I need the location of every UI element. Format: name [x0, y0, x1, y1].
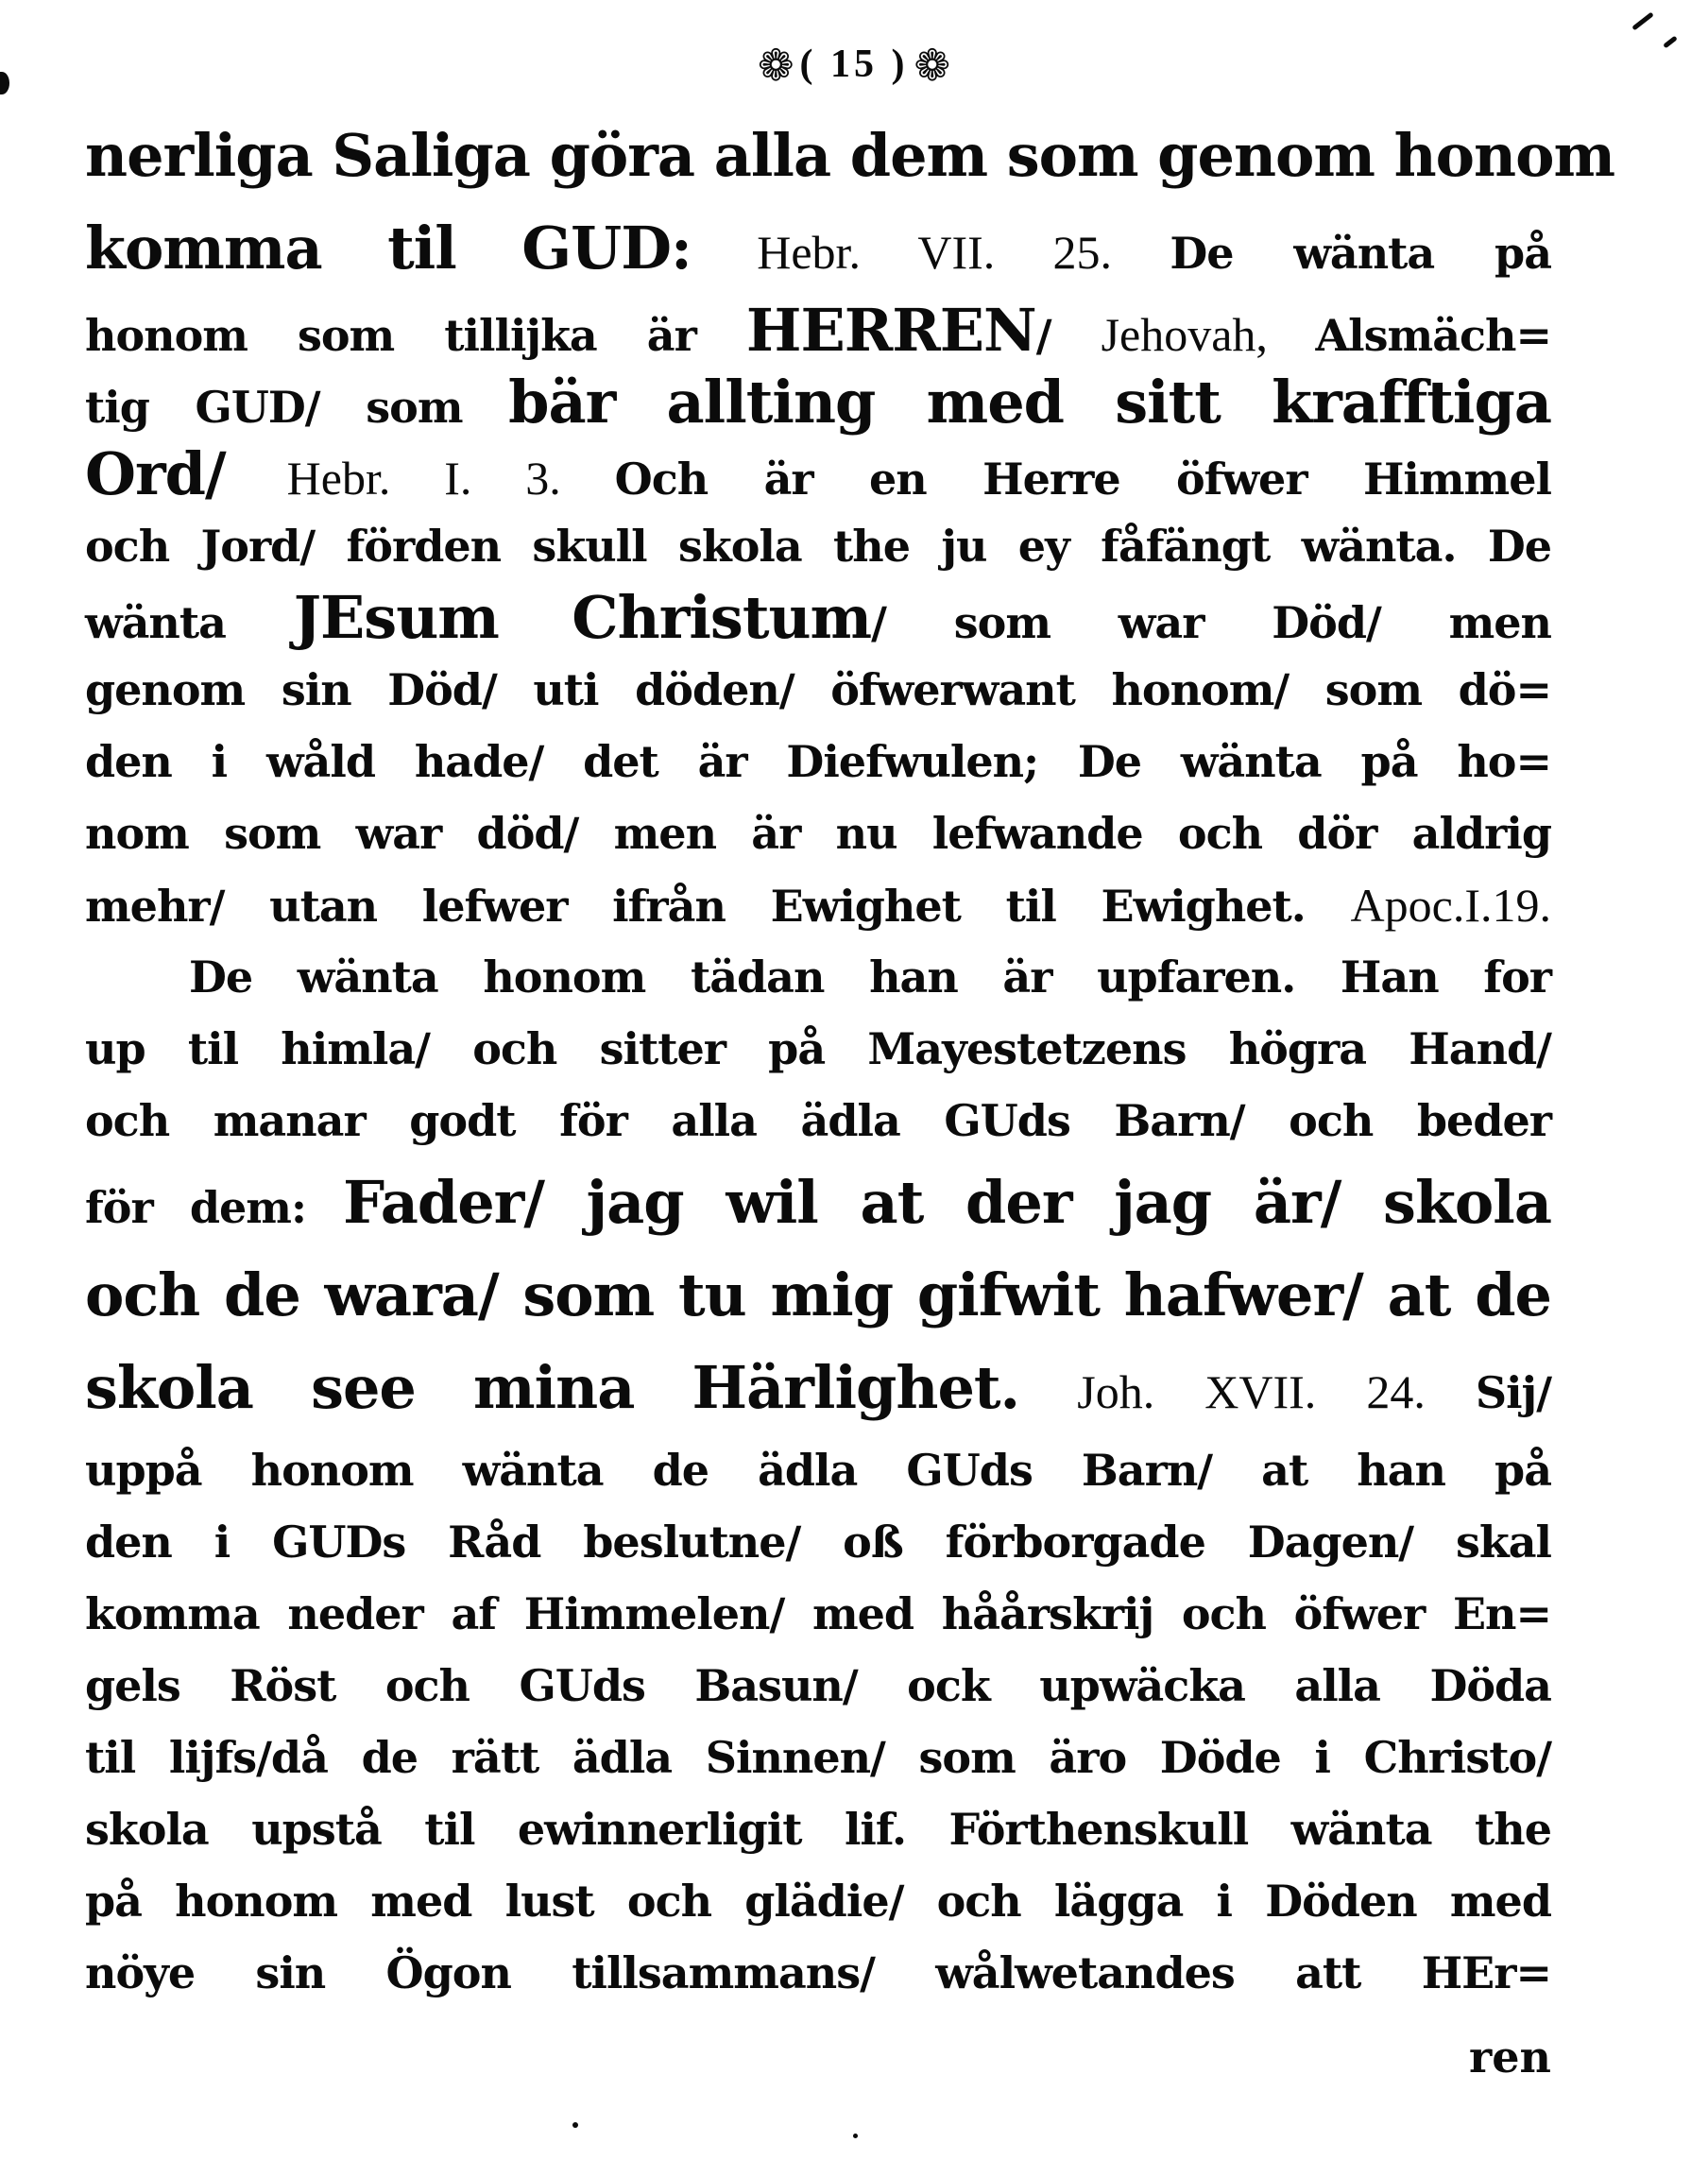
text-segment-bl: mehr/ utan lefwer ifrån Ewighet til Ewighet.: [85, 881, 1351, 932]
floral-ornament-icon: ❁: [757, 40, 794, 91]
text-segment-bl: / som war Död/ men: [871, 597, 1551, 648]
scan-artifact: [572, 2122, 578, 2128]
text-line: [85, 1157, 1551, 1249]
text-line: [85, 1650, 1551, 1722]
text-segment-xl: komma til GUD:: [85, 214, 758, 283]
text-segment-bl: och manar godt för alla ädla GUds Barn/ och beder: [85, 1095, 1551, 1146]
text-line: [85, 202, 1551, 295]
text-line: [85, 1085, 1551, 1157]
text-line: [85, 1013, 1551, 1085]
running-head: [0, 40, 1708, 91]
text-line: [85, 869, 1551, 941]
text-line: [85, 1937, 1551, 2009]
text-segment-bl: nöye sin Ögon tillsammans/ wålwetandes att HEr=: [85, 1947, 1551, 1998]
text-segment-bl: skola upstå til ewinnerligit lif. Förthenskull wänta the: [85, 1804, 1551, 1855]
text-segment-bl: tig GUD/ som: [85, 382, 509, 433]
scan-artifact: [853, 2134, 858, 2138]
text-block: [85, 110, 1615, 2009]
text-segment-bl: den i wåld hade/ det är Diefwulen; De wänta på ho=: [85, 736, 1551, 787]
text-segment-xl: Ord/: [85, 439, 287, 508]
text-segment-xl: nerliga Saliga göra alla dem som genom honom: [85, 121, 1615, 190]
text-segment-bl: Sij/: [1475, 1367, 1551, 1418]
text-segment-xl: Fader/ jag wil at der jag är/ skola: [343, 1168, 1551, 1237]
text-line: [85, 941, 1551, 1013]
text-line: [85, 1793, 1551, 1865]
text-segment-xl: JEsum Christum: [293, 583, 872, 652]
text-line: [85, 726, 1551, 797]
text-line: [85, 1722, 1551, 1793]
text-segment-bl: och Jord/ förden skull skola the ju ey fåfängt wänta. De: [85, 521, 1551, 572]
text-line: [85, 510, 1551, 582]
text-segment-bl: den i GUDs Råd beslutne/ oß förborgade Dagen/ skal: [85, 1517, 1551, 1568]
text-segment-xl: bär allting med sitt krafftiga: [508, 368, 1551, 437]
text-line: [85, 110, 1615, 202]
text-segment-bl: gels Röst och GUds Basun/ ock upwäcka alla Döda: [85, 1660, 1551, 1711]
text-line: [85, 797, 1551, 869]
text-segment-bl: up til himla/ och sitter på Mayestetzens högra Hand/: [85, 1023, 1551, 1074]
catchword: ren: [1469, 2031, 1551, 2083]
text-segment-bl: De wänta på: [1170, 228, 1551, 279]
text-line: [85, 1342, 1551, 1434]
text-line: [85, 1578, 1551, 1650]
floral-ornament-icon: ❁: [914, 40, 951, 91]
text-line: [85, 582, 1551, 654]
text-segment-bl: på honom med lust och glädie/ och lägga i Döden med: [85, 1876, 1551, 1927]
text-line: [85, 1506, 1551, 1578]
text-segment-bl: honom som tillijka är: [85, 310, 746, 361]
text-segment-rm: Jehovah,: [1101, 308, 1316, 361]
text-segment-bl: De wänta honom tädan han är upfaren. Han for: [189, 951, 1551, 1003]
text-segment-bl: nom som war död/ men är nu lefwande och dör aldrig: [85, 808, 1551, 859]
text-segment-bl: /: [1035, 310, 1102, 361]
text-segment-bl: Och är en Herre öfwer Himmel: [614, 454, 1551, 505]
text-segment-rm: Hebr. VII. 25.: [757, 226, 1170, 279]
page-number: ( 15 ): [799, 43, 909, 86]
text-segment-rm: Hebr. I. 3.: [286, 452, 615, 505]
text-segment-xl: HERREN: [745, 296, 1036, 365]
text-segment-bl: genom sin Död/ uti döden/ öfwerwant honom/ som dö=: [85, 664, 1551, 715]
text-line: [85, 367, 1551, 438]
text-segment-xl: skola see mina Härlighet.: [85, 1353, 1078, 1422]
text-line: [85, 1434, 1551, 1506]
text-line: [85, 295, 1551, 367]
text-segment-bl: til lijfs/då de rätt ädla Sinnen/ som äro Döde i Christo/: [85, 1732, 1551, 1783]
text-segment-bl: Alsmäch=: [1315, 310, 1552, 361]
text-segment-bl: komma neder af Himmelen/ med håårskrij och öfwer En=: [85, 1588, 1551, 1639]
text-segment-bl: wänta: [85, 597, 294, 648]
text-segment-rm: Apoc.I.19.: [1350, 879, 1551, 932]
text-segment-rm: Joh. XVII. 24.: [1077, 1365, 1476, 1418]
text-line: [85, 654, 1551, 726]
scan-artifact: [1631, 12, 1654, 31]
text-segment-bl: uppå honom wänta de ädla GUds Barn/ at han på: [85, 1445, 1551, 1496]
text-line: [85, 1249, 1551, 1342]
text-segment-bl: för dem:: [85, 1182, 344, 1233]
text-segment-xl: och de wara/ som tu mig gifwit hafwer/ at de: [85, 1260, 1551, 1329]
text-line: [85, 438, 1551, 510]
text-line: [85, 1865, 1551, 1937]
